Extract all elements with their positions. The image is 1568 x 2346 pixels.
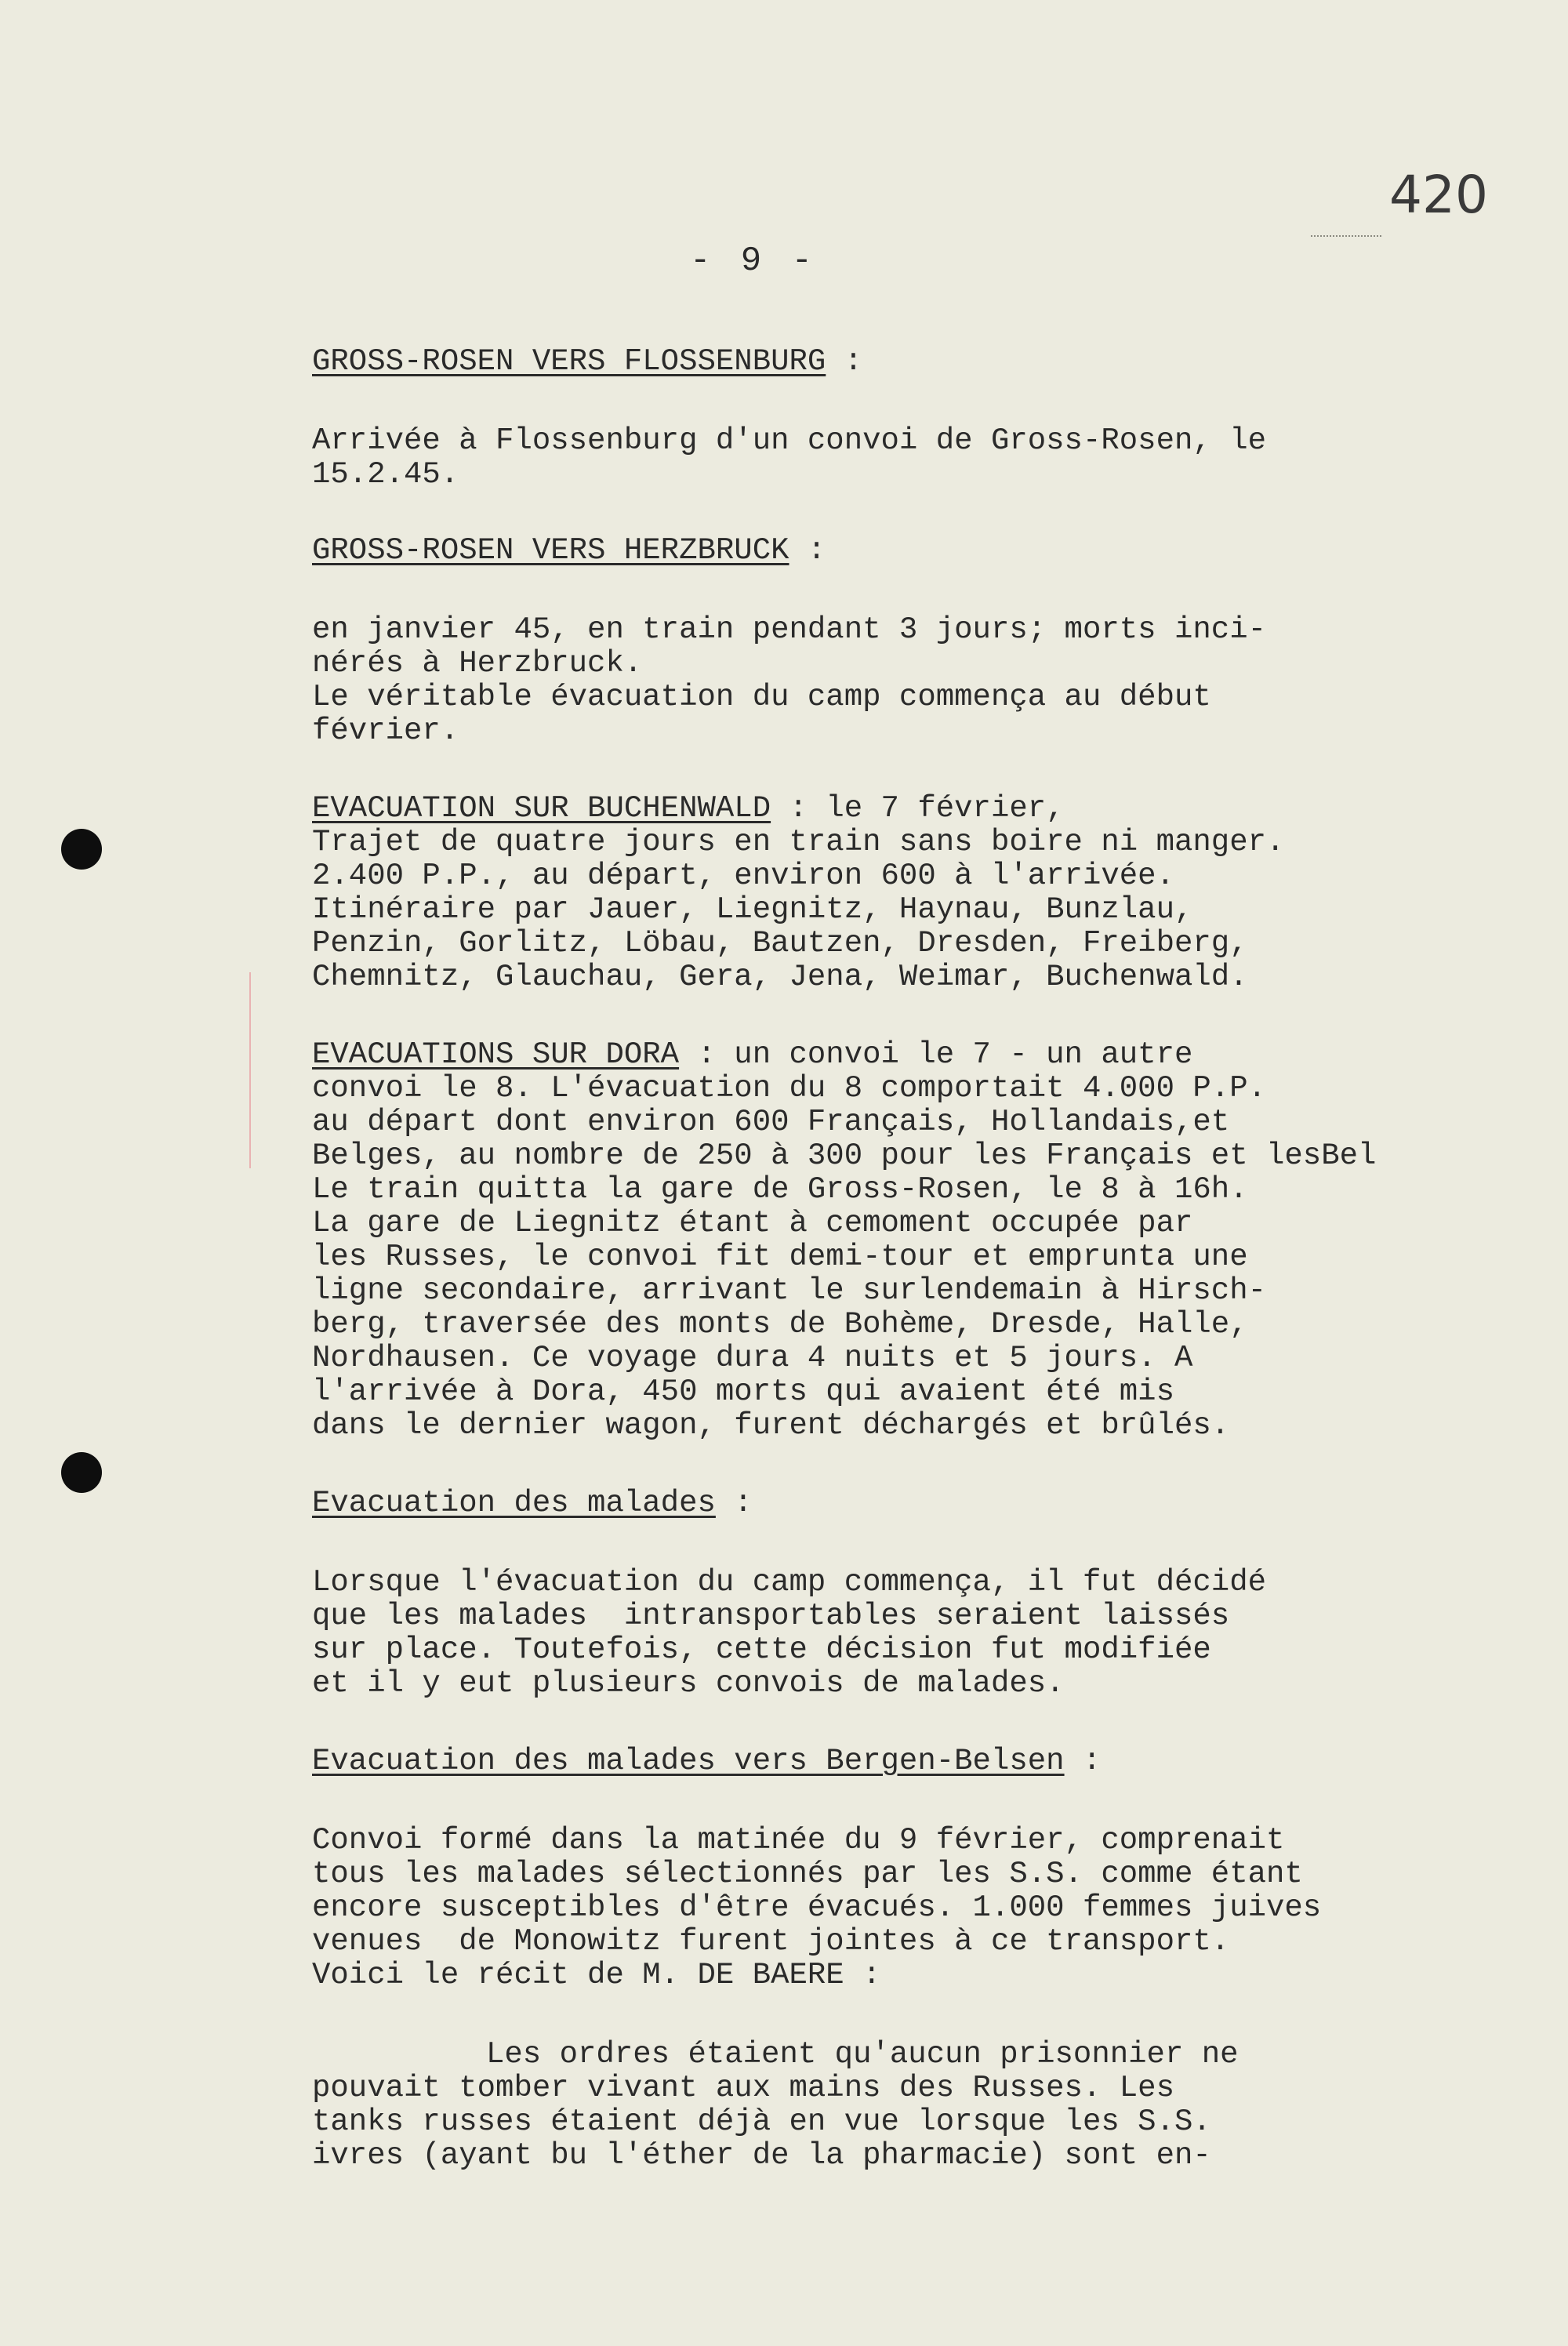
text-line: les Russes, le convoi fit demi-tour et emprunta une (312, 1240, 1248, 1274)
text-line: Le véritable évacuation du camp commença au début (312, 680, 1211, 714)
text-line: que les malades intransportables seraient laissés (312, 1599, 1230, 1633)
margin-mark (249, 972, 251, 1168)
text-line: Chemnitz, Glauchau, Gera, Jena, Weimar, Buchenwald. (312, 960, 1248, 994)
text-line: Trajet de quatre jours en train sans boire ni manger. (312, 825, 1285, 859)
text-line: convoi le 8. L'évacuation du 8 comportait 4.000 P.P. (312, 1071, 1266, 1106)
text-line: en janvier 45, en train pendant 3 jours; morts inci- (312, 612, 1266, 647)
text-line: nérés à Herzbruck. (312, 646, 643, 681)
text-line: Nordhausen. Ce voyage dura 4 nuits et 5 jours. A (312, 1341, 1193, 1375)
text-line: ligne secondaire, arrivant le surlendemain à Hirsch- (312, 1273, 1266, 1308)
text-line: 15.2.45. (312, 457, 459, 492)
text-line: février. (312, 714, 459, 748)
text-line: au départ dont environ 600 Français, Hollandais,et (312, 1105, 1230, 1139)
section-heading: Evacuation des malades vers Bergen-Belsen : (312, 1744, 1102, 1778)
text-line: pouvait tomber vivant aux mains des Russes. Les (312, 2071, 1174, 2105)
text-line: dans le dernier wagon, furent déchargés et brûlés. (312, 1408, 1230, 1443)
section-heading: GROSS-ROSEN VERS FLOSSENBURG : (312, 344, 863, 379)
text-line: Voici le récit de M. DE BAERE : (312, 1958, 881, 1992)
text-line: Arrivée à Flossenburg d'un convoi de Gross-Rosen, le (312, 423, 1266, 458)
punch-hole (61, 1452, 102, 1493)
section-heading: EVACUATIONS SUR DORA : un convoi le 7 - un autre (312, 1037, 1193, 1072)
text-line: La gare de Liegnitz étant à cemoment occupée par (312, 1206, 1193, 1240)
folio-number: 420 (1389, 165, 1488, 225)
punch-hole (61, 829, 102, 870)
text-line: l'arrivée à Dora, 450 morts qui avaient été mis (312, 1375, 1174, 1409)
section-heading: GROSS-ROSEN VERS HERZBRUCK : (312, 533, 826, 568)
text-line: venues de Monowitz furent jointes à ce transport. (312, 1924, 1230, 1959)
section-heading: Evacuation des malades : (312, 1486, 753, 1520)
text-line: Lorsque l'évacuation du camp commença, il fut décidé (312, 1565, 1266, 1600)
text-line: Convoi formé dans la matinée du 9 février, comprenait (312, 1823, 1285, 1858)
text-line: ivres (ayant bu l'éther de la pharmacie) sont en- (312, 2138, 1211, 2173)
text-line: Le train quitta la gare de Gross-Rosen, le 8 à 16h. (312, 1172, 1248, 1207)
text-line: sur place. Toutefois, cette décision fut modifiée (312, 1632, 1211, 1667)
text-line: tanks russes étaient déjà en vue lorsque les S.S. (312, 2104, 1211, 2139)
text-line: 2.400 P.P., au départ, environ 600 à l'arrivée. (312, 859, 1174, 893)
text-line: tous les malades sélectionnés par les S.S. comme étant (312, 1857, 1303, 1891)
text-line: Belges, au nombre de 250 à 300 pour les Français et lesBel (312, 1138, 1377, 1173)
page-number: - 9 - (690, 242, 818, 281)
text-line: encore susceptibles d'être évacués. 1.000 femmes juives (312, 1890, 1322, 1925)
text-line: et il y eut plusieurs convois de malades. (312, 1666, 1065, 1701)
document-body (312, 345, 1425, 2173)
text-line: Itinéraire par Jauer, Liegnitz, Haynau, Bunzlau, (312, 892, 1193, 927)
text-line: Les ordres étaient qu'aucun prisonnier ne (486, 2037, 1239, 2072)
text-line: berg, traversée des monts de Bohème, Dresde, Halle, (312, 1307, 1248, 1342)
section-heading: EVACUATION SUR BUCHENWALD : le 7 février, (312, 791, 1065, 826)
text-line: Penzin, Gorlitz, Löbau, Bautzen, Dresden, Freiberg, (312, 926, 1248, 961)
folio-dash (1311, 235, 1381, 237)
